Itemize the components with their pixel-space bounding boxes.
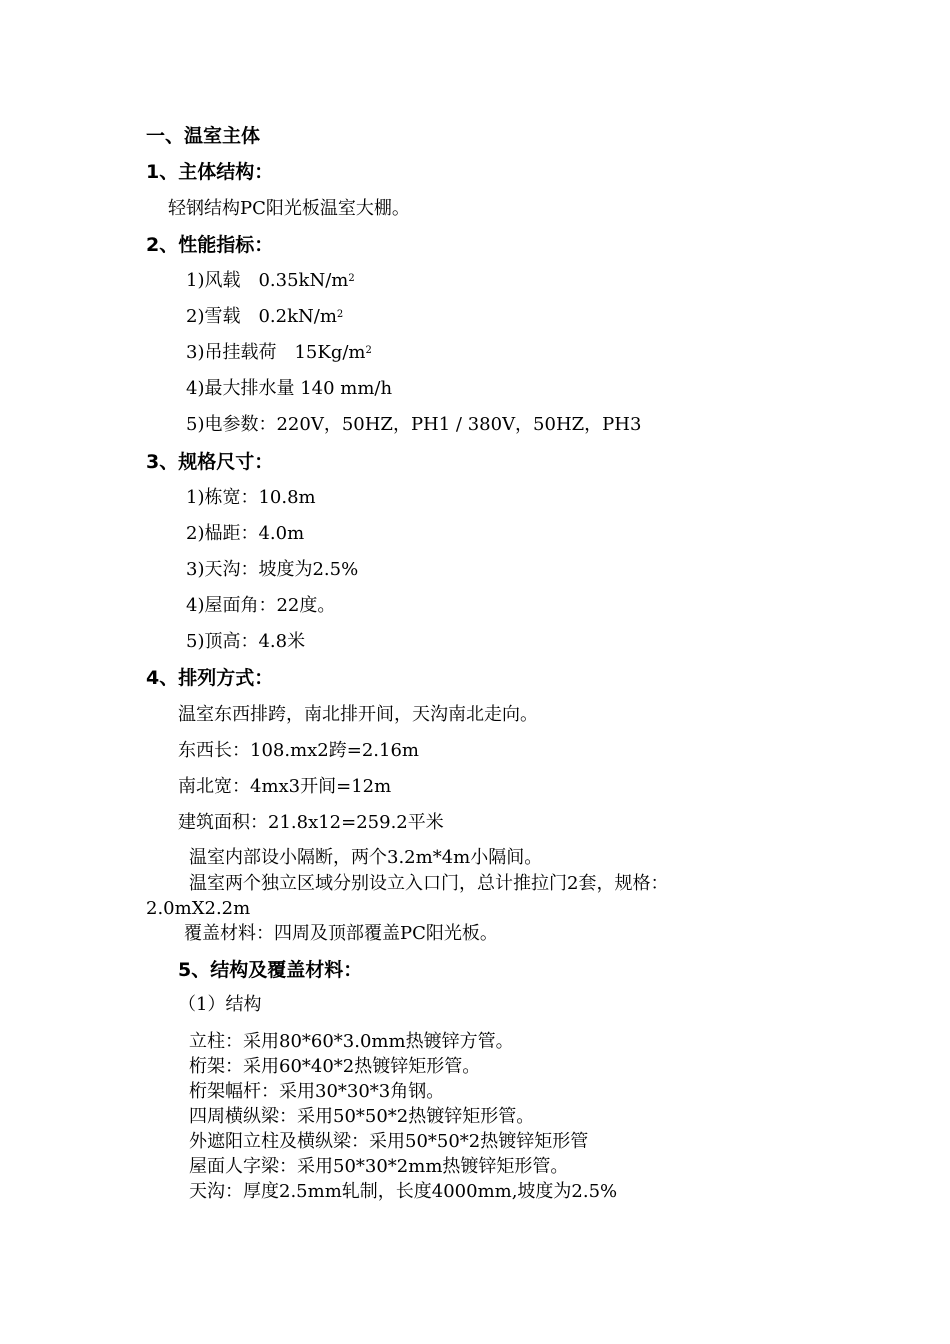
performance-item: 1)风载 $0.35kN/m^2$ <box>186 270 355 291</box>
dimension-item: 3)天沟：坡度为2.5% <box>186 559 359 580</box>
arrangement-text: 温室内部设小隔断，两个3.2m*4m小隔间。 <box>189 847 543 868</box>
dimension-item: 2)榀距：4.0m <box>186 523 305 544</box>
material-item: 桁架：采用60*40*2热镀锌矩形管。 <box>189 1056 481 1077</box>
material-item: 外遮阳立柱及横纵梁：采用50*50*2热镀锌矩形管 <box>189 1131 589 1152</box>
arrangement-text: 覆盖材料：四周及顶部覆盖PC阳光板。 <box>184 923 498 944</box>
performance-item: 2)雪载 $0.2kN/m^2$ <box>186 306 344 327</box>
heading-dimensions: 3、规格尺寸： <box>146 451 274 473</box>
performance-item: 3)吊挂载荷 $15Kg/m^2$ <box>186 342 372 363</box>
material-item: 桁架幅杆：采用30*30*3角钢。 <box>189 1081 445 1102</box>
arrangement-text: 东西长：108.mx2跨=2.16m <box>178 740 419 761</box>
materials-subheading: （1）结构 <box>178 994 262 1015</box>
arrangement-text: 2.0mX2.2m <box>146 898 251 919</box>
material-item: 四周横纵梁：采用50*50*2热镀锌矩形管。 <box>189 1106 535 1127</box>
heading-main-structure: 1、主体结构： <box>146 161 274 183</box>
heading-materials: 5、结构及覆盖材料： <box>178 959 363 981</box>
arrangement-text: 温室东西排跨，南北排开间，天沟南北走向。 <box>178 704 538 725</box>
performance-item: 5)电参数：220V，50HZ，PH1 / 380V，50HZ，PH3 <box>186 414 642 435</box>
material-item: 屋面人字梁：采用50*30*2mm热镀锌矩形管。 <box>189 1156 569 1177</box>
section-title: 一、温室主体 <box>146 125 261 147</box>
dimension-item: 4)屋面角：22度。 <box>186 595 336 616</box>
arrangement-text: 建筑面积：21.8x12=259.2平米 <box>178 812 444 833</box>
material-item: 立柱：采用80*60*3.0mm热镀锌方管。 <box>189 1031 514 1052</box>
arrangement-text: 南北宽：4mx3开间=12m <box>178 776 392 797</box>
material-item: 天沟：厚度2.5mm轧制，长度4000mm,坡度为2.5% <box>189 1181 618 1202</box>
performance-item: 4)最大排水量 140 mm/h <box>186 378 393 399</box>
arrangement-text: 温室两个独立区域分别设立入口门，总计推拉门2套，规格： <box>189 873 669 894</box>
heading-arrangement: 4、排列方式： <box>146 667 274 689</box>
heading-performance: 2、性能指标： <box>146 234 274 256</box>
dimension-item: 5)顶高：4.8米 <box>186 631 306 652</box>
main-structure-text: 轻钢结构PC阳光板温室大棚。 <box>168 198 410 219</box>
dimension-item: 1)栋宽：10.8m <box>186 487 316 508</box>
